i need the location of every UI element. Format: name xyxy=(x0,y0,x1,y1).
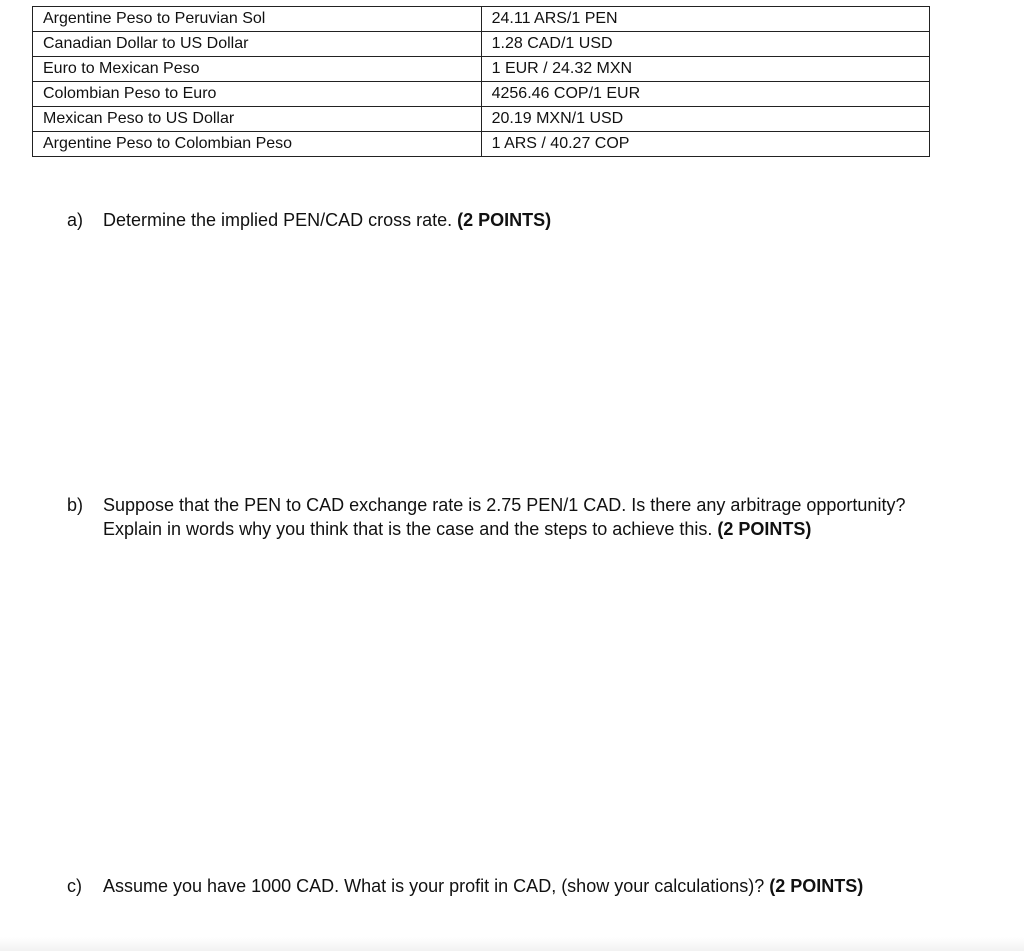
table-row xyxy=(33,57,930,82)
question-letter: c) xyxy=(67,876,82,896)
exchange-rate-cell: 4256.46 COP/1 EUR xyxy=(481,82,929,107)
currency-pair-cell: Colombian Peso to Euro xyxy=(33,82,482,107)
table-row xyxy=(33,107,930,132)
page-bottom-edge xyxy=(0,937,1024,951)
currency-pair-cell: Argentine Peso to Peruvian Sol xyxy=(33,7,482,32)
question-text: Determine the implied PEN/CAD cross rate. xyxy=(103,210,453,230)
currency-pair-cell: Euro to Mexican Peso xyxy=(33,57,482,82)
question-a xyxy=(67,208,927,232)
exchange-rate-cell: 1 ARS / 40.27 COP xyxy=(481,132,929,157)
question-points: (2 POINTS) xyxy=(457,210,552,230)
question-c xyxy=(67,874,927,898)
exchange-rate-cell: 20.19 MXN/1 USD xyxy=(481,107,929,132)
exchange-rates-table xyxy=(32,6,930,157)
currency-pair-cell: Argentine Peso to Colombian Peso xyxy=(33,132,482,157)
question-letter: b) xyxy=(67,495,84,515)
question-points: (2 POINTS) xyxy=(769,876,864,896)
table-row xyxy=(33,7,930,32)
question-b xyxy=(67,493,927,541)
currency-pair-cell: Canadian Dollar to US Dollar xyxy=(33,32,482,57)
table-row xyxy=(33,32,930,57)
question-text: Assume you have 1000 CAD. What is your profit in CAD, (show your calculations)? xyxy=(103,876,765,896)
question-points: (2 POINTS) xyxy=(717,519,812,539)
exchange-rate-cell: 1.28 CAD/1 USD xyxy=(481,32,929,57)
table-row xyxy=(33,82,930,107)
currency-pair-cell: Mexican Peso to US Dollar xyxy=(33,107,482,132)
exchange-rate-cell: 24.11 ARS/1 PEN xyxy=(481,7,929,32)
question-letter: a) xyxy=(67,210,84,230)
exchange-rate-cell: 1 EUR / 24.32 MXN xyxy=(481,57,929,82)
table-row xyxy=(33,132,930,157)
question-text: Suppose that the PEN to CAD exchange rate is 2.75 PEN/1 CAD. Is there any arbitrage opportunity? Explain in words why you think that is the case and the steps to achieve this. xyxy=(103,495,906,539)
